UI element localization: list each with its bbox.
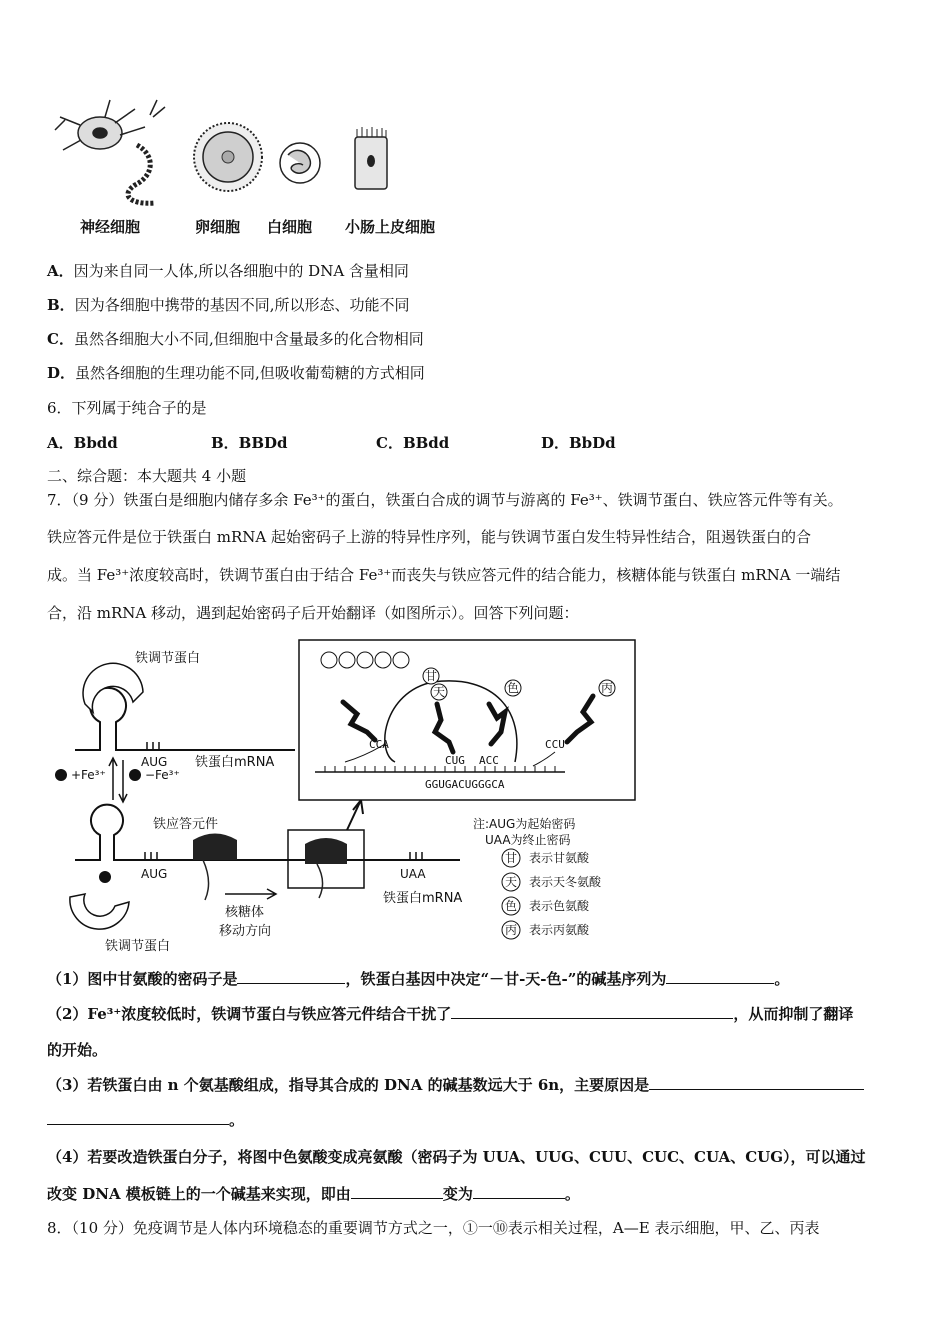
- codon-cug: CUG: [445, 754, 465, 767]
- cell-label-wbc: 白细胞: [267, 218, 313, 236]
- note-line-1: 注:AUG为起始密码: [473, 817, 576, 831]
- mrna-label-bottom: 铁蛋白mRNA: [383, 891, 463, 906]
- white-blood-cell-drawing: [280, 143, 320, 183]
- q7-sub1-blank-2[interactable]: [666, 969, 774, 984]
- aa-tian-bubble: 天: [433, 685, 446, 699]
- q5-option-d: D．虽然各细胞的生理功能不同,但吸收葡萄糖的方式相同: [47, 364, 425, 382]
- aa-gan-bubble: 甘: [425, 669, 438, 683]
- q7-sub2-blank[interactable]: [451, 1004, 733, 1019]
- q7-line-2: 铁应答元件是位于铁蛋白 mRNA 起始密码子上游的特异性序列，能与铁调节蛋白发生特异性结合，阻遏铁蛋白的合: [47, 528, 812, 546]
- q7-line-1: 7．（9 分）铁蛋白是细胞内储存多余 Fe³⁺的蛋白，铁蛋白合成的调节与游离的 Fe³⁺、铁调节蛋白、铁应答元件等有关。: [47, 491, 843, 509]
- q7-sub1-blank-1[interactable]: [237, 969, 345, 984]
- q6-option-a: A．Bbdd: [47, 434, 118, 452]
- q5-option-c: C．虽然各细胞大小不同,但细胞中含量最多的化合物相同: [47, 330, 424, 348]
- q7-sub2: （2）Fe³⁺浓度较低时，铁调节蛋白与铁应答元件结合干扰了 ，从而抑制了翻译: [47, 1005, 854, 1023]
- trna-anticodon-left: CCA: [369, 738, 389, 751]
- q7-sub3-cont: 。: [47, 1110, 244, 1130]
- q7-sub3: （3）若铁蛋白由 n 个氨基酸组成，指导其合成的 DNA 的碱基数远大于 6n，主要原因是: [47, 1075, 864, 1095]
- legend-text-bing: 表示丙氨酸: [529, 923, 590, 937]
- cell-label-neuron: 神经细胞: [80, 218, 141, 236]
- q6-option-d: D．BbDd: [541, 434, 616, 452]
- q7-sub1: （1）图中甘氨酸的密码子是 ，铁蛋白基因中决定“－甘-天-色-”的碱基序列为 。: [47, 970, 790, 988]
- legend-text-tian: 表示天冬氨酸: [529, 875, 602, 889]
- note-line-2: UAA为终止密码: [485, 833, 571, 847]
- q6-stem: 6．下列属于纯合子的是: [47, 399, 207, 417]
- q5-option-b: B．因为各细胞中携带的基因不同,所以形态、功能不同: [47, 296, 410, 314]
- legend-text-se: 表示色氨酸: [529, 899, 590, 913]
- diagram-legend: [473, 816, 602, 939]
- q6-option-c: C．BBdd: [376, 434, 450, 452]
- q7-sub3-blank-2[interactable]: [47, 1110, 229, 1125]
- aug-label-top: AUG: [141, 755, 168, 769]
- irp-label-bottom: 铁调节蛋白: [105, 939, 171, 954]
- irp-label-top: 铁调节蛋白: [135, 651, 201, 666]
- ribosome-direction-1: 核糖体: [225, 905, 265, 920]
- neuron-drawing: [55, 100, 165, 203]
- q7-line-3: 成。当 Fe³⁺浓度较高时，铁调节蛋白由于结合 Fe³⁺而丧失与铁应答元件的结合能力，核糖体能与铁蛋白 mRNA 一端结: [47, 566, 841, 584]
- q7-sub4-blank-1[interactable]: [351, 1184, 443, 1199]
- cell-label-egg: 卵细胞: [195, 218, 241, 236]
- q7-line-4: 合，沿 mRNA 移动，遇到起始密码子后开始翻译（如图所示）。回答下列问题：: [47, 604, 579, 622]
- plus-fe-label: +Fe³⁺: [71, 768, 106, 782]
- ribosome-on-mrna: [70, 800, 463, 954]
- q7-sub3-blank-1[interactable]: [649, 1075, 864, 1090]
- mrna-sequence: GGUGACUGGGCA: [425, 778, 505, 791]
- q5-option-a: A．因为来自同一人体,所以各细胞中的 DNA 含量相同: [47, 262, 409, 280]
- aug-label-bottom: AUG: [141, 867, 168, 881]
- section-2-title: 二、综合题：本大题共 4 小题: [47, 467, 247, 485]
- q6-option-b: B．BBDd: [211, 434, 288, 452]
- egg-cell-drawing: [194, 123, 262, 191]
- q7-sub2-cont: 的开始。: [47, 1041, 108, 1059]
- aa-se-bubble: 色: [507, 681, 520, 695]
- legend-sym-bing: 丙: [505, 923, 518, 937]
- q7-sub4-cont: 改变 DNA 模板链上的一个碱基来实现，即由 变为 。: [47, 1185, 580, 1203]
- q7-sub4-blank-2[interactable]: [473, 1184, 565, 1199]
- q7-sub4: （4）若要改造铁蛋白分子，将图中色氨酸变成亮氨酸（密码子为 UUA、UUG、CUU、CUC、CUA、CUG），可以通过: [47, 1148, 866, 1166]
- uaa-label: UAA: [400, 867, 426, 881]
- q8-line-1: 8．（10 分）免疫调节是人体内环境稳态的重要调节方式之一，①一⑩表示相关过程，A—E 表示细胞，甲、乙、丙表: [47, 1219, 820, 1237]
- minus-fe-label: −Fe³⁺: [145, 768, 180, 782]
- ribosome-direction-2: 移动方向: [219, 924, 272, 939]
- legend-sym-gan: 甘: [505, 851, 518, 865]
- aa-bing-bubble: 丙: [601, 681, 614, 695]
- ire-label: 铁应答元件: [153, 817, 219, 832]
- legend-sym-se: 色: [505, 899, 518, 913]
- legend-text-gan: 表示甘氨酸: [529, 851, 590, 865]
- trna-anticodon-right: CCU: [545, 738, 565, 751]
- legend-sym-tian: 天: [505, 875, 518, 889]
- intestinal-cell-drawing: [355, 127, 387, 189]
- ferritin-regulation-diagram: [45, 632, 640, 957]
- cell-label-intestinal: 小肠上皮细胞: [345, 218, 436, 236]
- mrna-label-top: 铁蛋白mRNA: [195, 755, 275, 770]
- cells-illustration: [45, 95, 465, 215]
- irp-bound-ire: [75, 650, 295, 770]
- translation-inset: [299, 640, 635, 800]
- codon-acc: ACC: [479, 754, 499, 767]
